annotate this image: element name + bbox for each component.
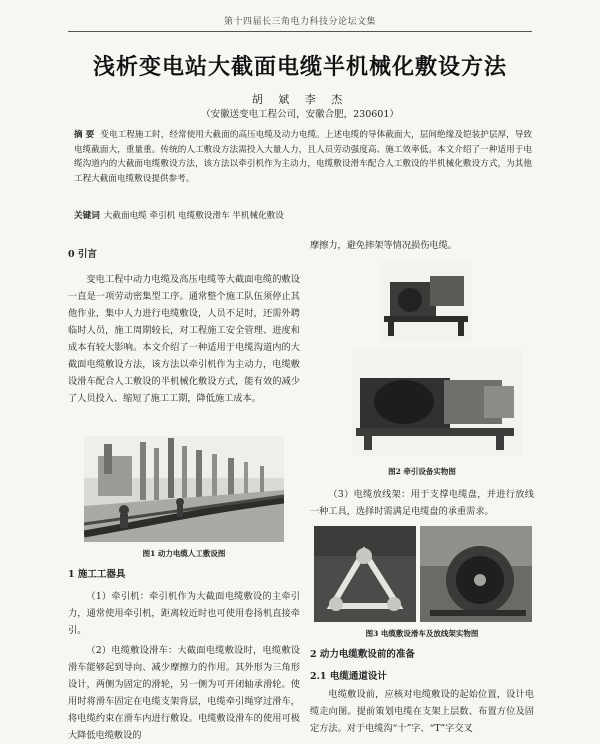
figure-2-caption: 图2 牵引设备实物图 bbox=[388, 467, 456, 476]
keywords-text: 大截面电缆 牵引机 电缆敷设滑车 半机械化敷设 bbox=[103, 211, 284, 221]
section-1-item-1: （1）牵引机：牵引机作为大截面电缆敷设的主牵引力，通常使用牵引机，距离较近时也可使用卷扬机直接牵引。 bbox=[68, 591, 300, 636]
section-2-1-heading: 2.1 电缆通道设计 bbox=[310, 671, 387, 682]
abstract-text: 变电工程施工时，经常使用大截面的高压电缆及动力电缆。上述电缆的导体截面大，层间绝缘及铠装护层厚，导致电缆截面大，重量重。传统的人工敷设方法需投入大量人力，且人员劳动强度高、施工效率低。本文介绍了一种适用于电缆沟道内的大截面电缆敷设方法，该方法以牵引机作为主动力，电缆敷设滑车配合人工敷设的半机械化敷设方式，为其他工程大截面电缆敷设提供参考。 bbox=[74, 130, 532, 184]
figure-1-caption: 图1 动力电缆人工敷设图 bbox=[142, 549, 226, 558]
section-1-heading: 1 施工工器具 bbox=[68, 569, 126, 580]
intro-paragraph: 变电工程中动力电缆及高压电缆等大截面电缆的敷设一直是一项劳动密集型工序。通常整个施工队伍须停止其他作业，集中人力进行电缆敷设，人员不足时，还需外聘临时人员，施工周期较长，对工程施工安全管理、进度和成本有较大影响。本文介绍了一种适用于电缆沟道内的大截面电缆敷设方法，该方法以牵引机作为主动力，电缆敷设滑车配合人工敷设的半机械化敷设方式，能有效的减少了人员投入、缩短了施工工期，降低施工成本。 bbox=[68, 274, 300, 404]
figure-3-caption: 图3 电缆敷设滑车及放线架实物图 bbox=[365, 629, 479, 638]
header-rule bbox=[68, 31, 532, 32]
keywords-label: 关键词 bbox=[74, 211, 100, 221]
figure-3-photo-pulley bbox=[314, 526, 416, 622]
item-3-text: （3）电缆放线架：用于支撑电缆盘，并进行放线一种工具，选择时需满足电缆盘的承重需求。 bbox=[310, 489, 534, 517]
keywords bbox=[74, 209, 532, 221]
abstract bbox=[74, 128, 532, 186]
intro-body bbox=[68, 271, 300, 407]
paper-title: 浅析变电站大截面电缆半机械化敷设方法 bbox=[92, 54, 507, 80]
right-top-text: 摩擦力，避免摔架等情况损伤电缆。 bbox=[310, 240, 457, 251]
abstract-label: 摘 要 bbox=[74, 130, 95, 140]
section-2-heading: 2 动力电缆敷设前的准备 bbox=[310, 649, 415, 660]
running-head: 第十四届长三角电力科技分论坛文集 bbox=[223, 17, 376, 27]
section-1-item-2: （2）电缆敷设滑车：大截面电缆敷设时，电缆敷设滑车能够起到导向、减少摩擦力的作用。其外形为三角形设计，两侧为固定的滑轮，另一侧为可开闭轴承滑轮。使用时将滑车固定在电缆支架背层，电缆牵引绳穿过滑车，将电缆约束在滑车内进行敷设。电缆敷设滑车的使用可极大降低电缆敷设的 bbox=[68, 645, 300, 741]
figure-1-photo bbox=[84, 436, 284, 542]
authors: 胡 斌 李 杰 bbox=[251, 93, 349, 106]
figure-2-photo-winch bbox=[380, 262, 472, 342]
affiliation: （安徽送变电工程公司，安徽合肥，230601） bbox=[201, 109, 399, 120]
section-1-body bbox=[68, 588, 300, 744]
figure-3-photo-reel-stand bbox=[420, 526, 532, 622]
intro-heading: 0 引言 bbox=[68, 249, 97, 260]
figure-2-photo-puller bbox=[352, 350, 522, 456]
section-2-1-body: 电缆敷设前，应核对电缆敷设的起始位置，设计电缆走向图。提前策划电缆在支架上层数、布置方位及固定方法。对于电缆沟“十”字、“T”字交叉 bbox=[310, 689, 534, 734]
